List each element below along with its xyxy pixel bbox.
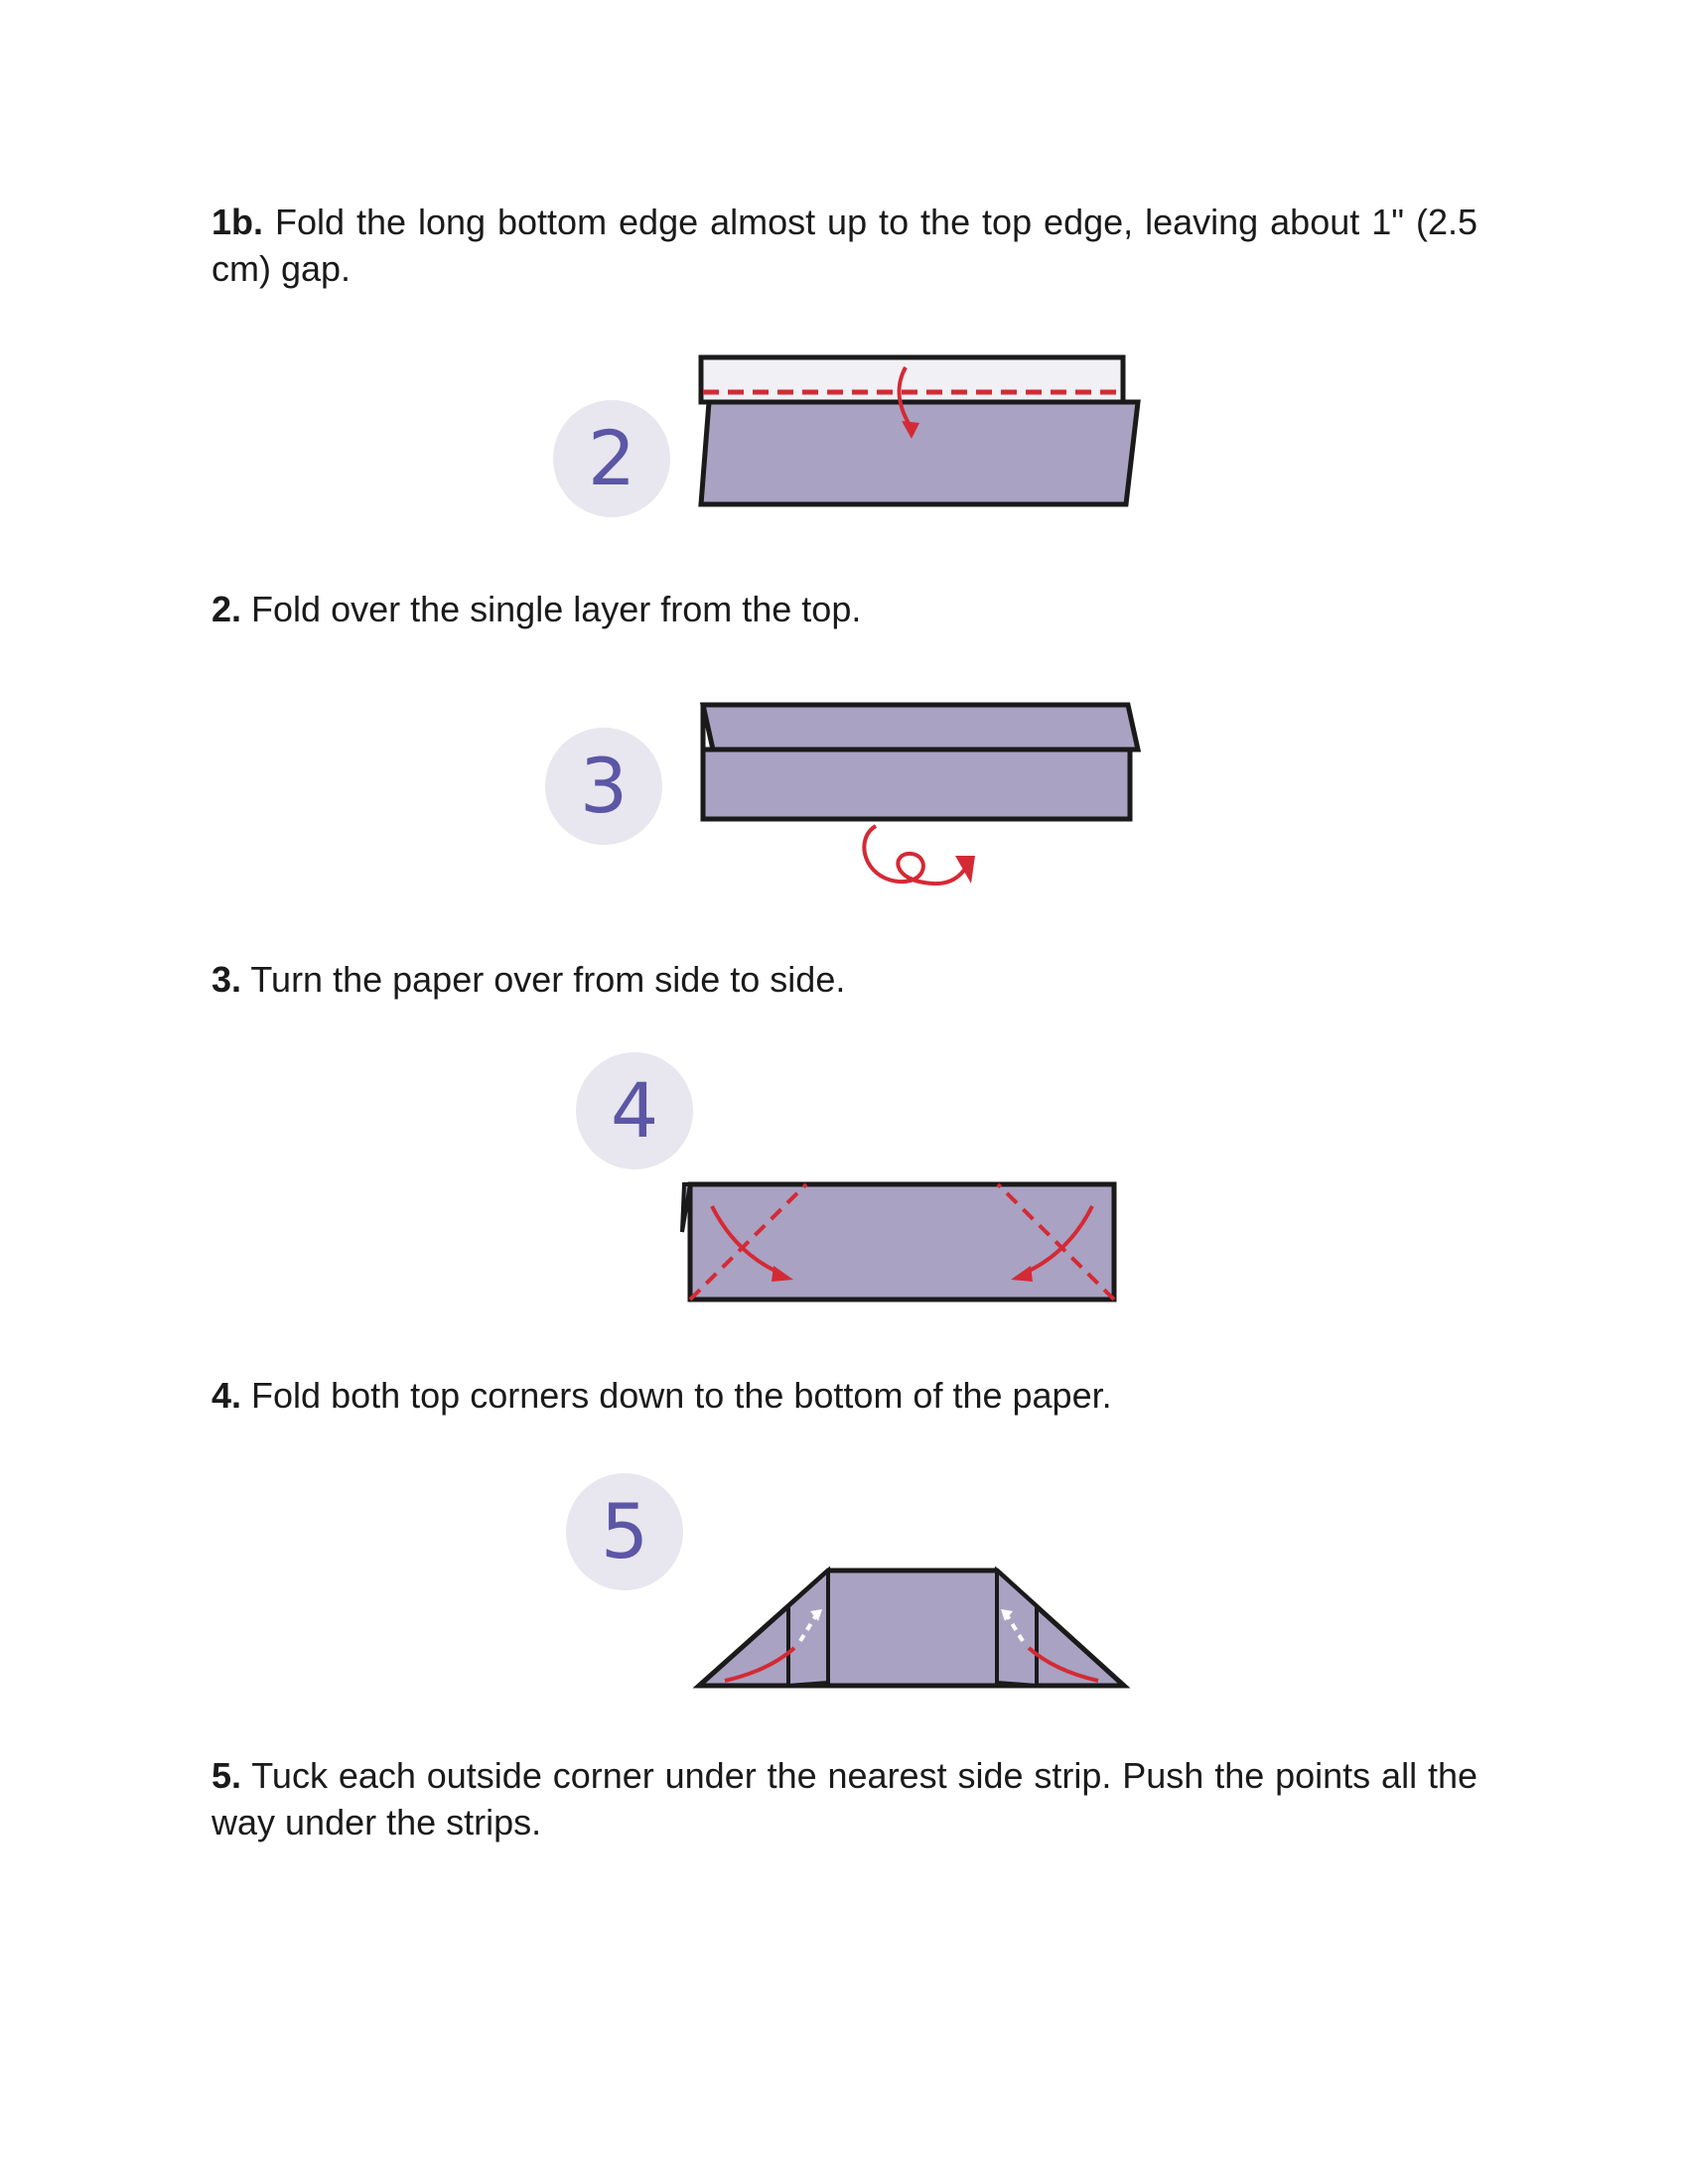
- step-number: 3.: [211, 959, 242, 1000]
- turn-over-arrow: [864, 826, 967, 884]
- folded-top-flap: [703, 705, 1138, 750]
- front-layer: [701, 402, 1138, 504]
- fold-diagram-5: [695, 1564, 1132, 1698]
- step-text: Fold both top corners down to the bottom of the paper.: [251, 1375, 1112, 1416]
- step-1b-instruction: [211, 199, 1477, 292]
- step-text: Turn the paper over from side to side.: [250, 959, 846, 1000]
- step-number: 4.: [211, 1375, 242, 1416]
- step-text: Tuck each outside corner under the nearest side strip. Push the points all the way under the strips.: [211, 1755, 1477, 1843]
- fold-diagram-2: [685, 347, 1152, 516]
- back-layer: [701, 357, 1123, 402]
- step-badge-5: 5: [566, 1473, 683, 1590]
- fold-diagram-3: [695, 695, 1152, 903]
- step-number: 5.: [211, 1755, 242, 1796]
- step-3-instruction: [211, 956, 1477, 1003]
- paper-strip: [690, 1184, 1114, 1299]
- step-4-instruction: [211, 1372, 1477, 1419]
- fold-diagram-4: [670, 1176, 1127, 1305]
- step-text: Fold over the single layer from the top.: [251, 589, 862, 629]
- lower-layer: [703, 750, 1130, 819]
- step-5-instruction: [211, 1752, 1477, 1845]
- step-badge-3: 3: [545, 728, 662, 845]
- step-number: 1b.: [211, 202, 264, 242]
- step-badge-2: 2: [553, 400, 670, 517]
- step-2-instruction: [211, 586, 1477, 632]
- step-badge-4: 4: [576, 1052, 693, 1169]
- turn-over-arrow-head: [955, 856, 975, 884]
- step-number: 2.: [211, 589, 242, 629]
- step-text: Fold the long bottom edge almost up to the top edge, leaving about 1" (2.5 cm) gap.: [211, 202, 1477, 289]
